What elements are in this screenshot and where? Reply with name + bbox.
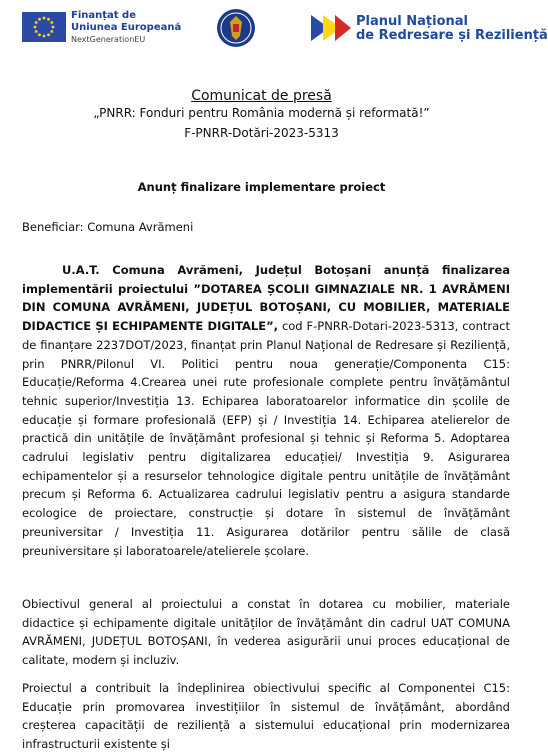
paragraph-3: Proiectul a contribuit la îndeplinirea obiectivului specific al Componentei C15: Educație prin promovarea investițiilor în sistemul de învățământ, abordând creșterea capacității de reziliență a sistemului educațional prin modernizarea infrastructurii existente și — [22, 681, 510, 752]
pnrr-logo-icon — [307, 13, 351, 43]
paragraph-1-rest: cod F-PNRR-Dotari-2023-5313, contract de finanțare 2237DOT/2023, finanțat prin Planul Național de Redresare și Reziliență, prin PNRR/Pilonul VI. Politici pentru noua generație/Componenta C15: Educație/Reforma 4.Crearea unei rute profesionale complete pentru învățământul tehnic superior/Investiția 13. Echiparea laboratoarelor informatice din școlile de educație și formare profesională (EFP) și / Investiția 14. Echiparea atelierelor de practică din unitățile de învățământ profesional și tehnic și Reforma 5. Adoptarea cadrului legislativ pentru digitalizarea educației/ Investiția 9. Asigurarea echipamentelor și a resurselor tehnologice digitale pentru unitățile de învățământ precum și Reforma 6. Actualizarea cadrului legislativ pentru a asigura standarde ecologice de proiectare, construcție și dotare în sistemul de învățământ preuniversitar / Investiția 11. Asigurarea dotărilor pentru sălile de clasă preuniversitare și laboratoarele/atelierele școlare. — [22, 319, 510, 558]
project-code: F-PNRR-Dotări-2023-5313 — [184, 126, 339, 140]
page-title: Comunicat de presă — [191, 88, 332, 104]
page-subtitle: „PNRR: Fonduri pentru România modernă și reformată!” — [93, 106, 430, 120]
header — [0, 8, 548, 48]
romania-government-crest-icon — [215, 8, 257, 48]
pnrr-line2: de Redresare și Reziliență — [356, 28, 548, 43]
beneficiary-line: Beneficiar: Comuna Avrămeni — [22, 220, 194, 234]
eu-flag-icon — [22, 12, 66, 42]
paragraph-1 — [22, 261, 510, 560]
pnrr-line1: Planul Național — [356, 14, 468, 29]
paragraph-2: Obiectivul general al proiectului a constat în dotarea cu mobilier, materiale didactice și echipamente digitale unităților de învățământ din cadrul UAT COMUNA AVRĂMENI, JUDEȚUL BOTOȘANI, în vederea asigurării unui proces educațional de calitate, modern și incluziv. — [22, 597, 510, 668]
eu-line1: Finanțat de — [71, 10, 136, 21]
eu-funding-text — [71, 10, 181, 45]
pnrr-title — [356, 15, 548, 43]
eu-line3: NextGenerationEU — [71, 35, 146, 44]
paragraph-1-bold-lead: U.A.T. Comuna Avrămeni, Județul Botoșani anunță finalizarea implementării proiectului ”DOTAREA ȘCOLII GIMNAZIALE NR. 1 AVRĂMENI DIN COMUNA AVRĂMENI, JUDEȚUL BOTOȘANI, CU MOBILIER, MATERIALE DIDACTICE ȘI ECHIPAMENTE DIGITALE”, — [22, 263, 510, 334]
eu-line2: Uniunea Europeană — [71, 22, 182, 33]
announcement-heading: Anunț finalizare implementare proiect — [137, 180, 386, 194]
